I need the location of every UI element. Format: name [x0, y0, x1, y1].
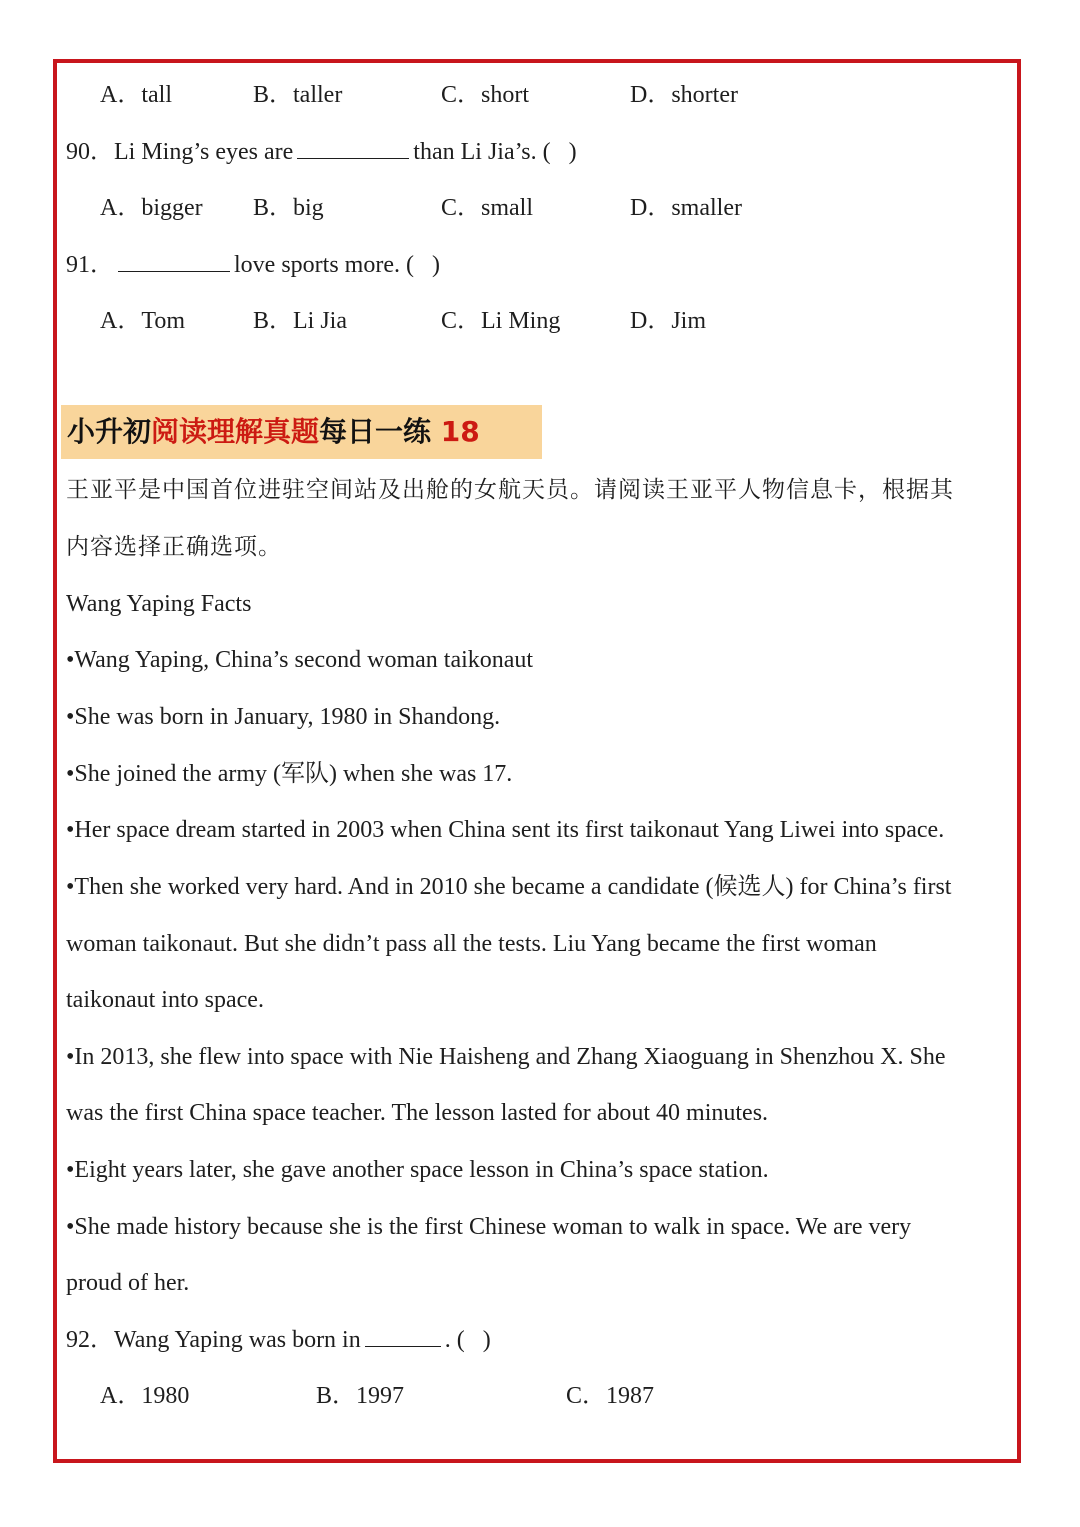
section-heading: 小升初阅读理解真题每日一练 18	[61, 405, 542, 459]
passage-line: taikonaut into space.	[66, 987, 264, 1013]
passage-line: •She was born in January, 1980 in Shandong.	[66, 704, 501, 730]
q91-stem: 91． love sports more. ( )	[66, 249, 440, 281]
q89-option-b: B．taller	[253, 82, 343, 108]
q90-option-b: B．big	[253, 195, 324, 221]
passage-line: •Then she worked very hard. And in 2010 she became a candidate (候选人) for China’s first	[66, 874, 952, 900]
q91-blank	[118, 249, 230, 272]
q90-blank	[297, 136, 409, 159]
passage-line: •She made history because she is the first Chinese woman to walk in space. We are very	[66, 1214, 912, 1240]
q89-option-d: D．shorter	[630, 82, 738, 108]
q91-option-a: A．Tom	[100, 308, 185, 334]
passage-line: was the first China space teacher. The lesson lasted for about 40 minutes.	[66, 1100, 769, 1126]
q89-option-c: C．short	[441, 82, 530, 108]
q92-option-b: B．1997	[316, 1383, 405, 1409]
q92-stem: 92．Wang Yaping was born in . ( )	[66, 1324, 491, 1356]
q91-option-d: D．Jim	[630, 308, 707, 334]
q92-option-a: A．1980	[100, 1383, 190, 1409]
q92-blank	[365, 1324, 441, 1347]
q89-option-a: A．tall	[100, 82, 172, 108]
q90-option-a: A．bigger	[100, 195, 203, 221]
q92-option-c: C．1987	[566, 1383, 655, 1409]
passage-line: proud of her.	[66, 1270, 190, 1296]
q90-option-c: C．small	[441, 195, 534, 221]
passage-line: •Eight years later, she gave another space lesson in China’s space station.	[66, 1157, 769, 1183]
q90-option-d: D．smaller	[630, 195, 742, 221]
q90-stem: 90．Li Ming’s eyes are than Li Jia’s. ( )	[66, 136, 577, 168]
passage-title: Wang Yaping Facts	[66, 591, 252, 617]
passage-line: •In 2013, she flew into space with Nie Haisheng and Zhang Xiaoguang in Shenzhou X. She	[66, 1044, 946, 1070]
passage-line: •She joined the army (军队) when she was 17.	[66, 761, 513, 787]
passage-line: •Her space dream started in 2003 when China sent its first taikonaut Yang Liwei into space.	[66, 817, 945, 843]
intro-line-1: 王亚平是中国首位进驻空间站及出舱的女航天员。请阅读王亚平人物信息卡，根据其	[66, 477, 954, 503]
q91-option-b: B．Li Jia	[253, 308, 347, 334]
q91-option-c: C．Li Ming	[441, 308, 561, 334]
passage-line: woman taikonaut. But she didn’t pass all the tests. Liu Yang became the first woman	[66, 931, 877, 957]
passage-line: •Wang Yaping, China’s second woman taikonaut	[66, 647, 534, 673]
intro-line-2: 内容选择正确选项。	[66, 534, 282, 560]
